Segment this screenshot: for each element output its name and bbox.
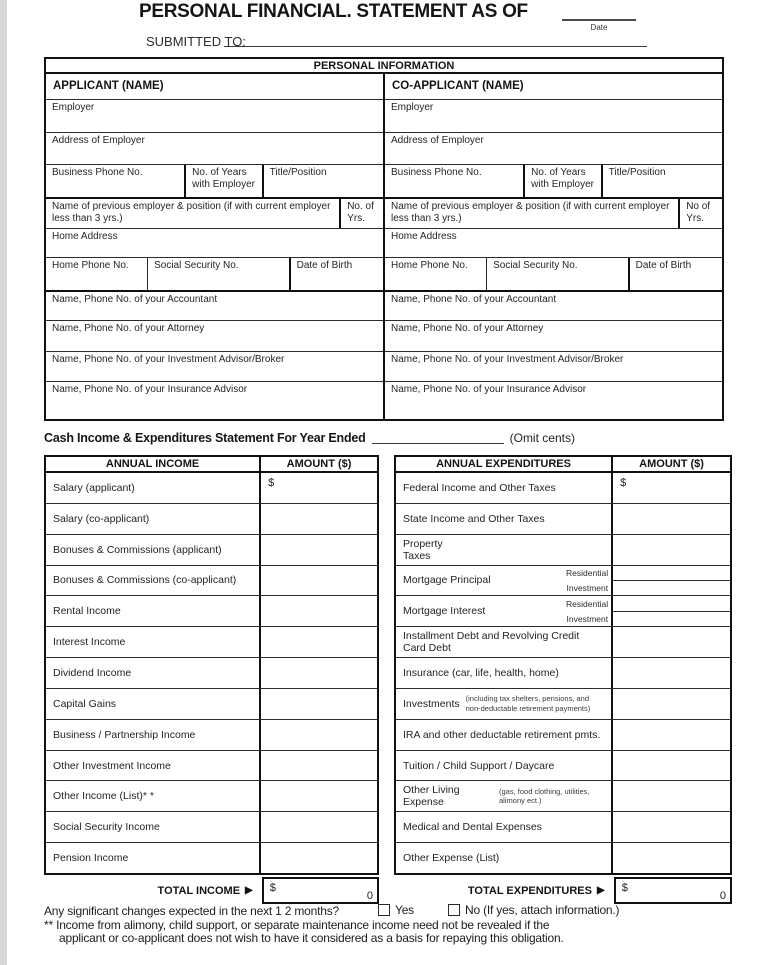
income-amount-cell[interactable] bbox=[261, 627, 377, 657]
total-expenditures-label: TOTAL EXPENDITURES bbox=[467, 884, 592, 897]
income-row: Social Security Income bbox=[46, 811, 377, 842]
income-amount-cell[interactable] bbox=[261, 720, 377, 750]
field-home-phone-applicant[interactable]: Home Phone No. bbox=[52, 260, 129, 271]
income-row: Bonuses & Commissions (co-applicant) bbox=[46, 565, 377, 596]
field-employer-applicant[interactable]: Employer bbox=[46, 99, 383, 132]
no-checkbox[interactable] bbox=[448, 904, 460, 916]
total-income-value: 0 bbox=[366, 890, 373, 902]
expenditure-amount-cell[interactable]: $ bbox=[620, 477, 627, 489]
field-co-applicant-name[interactable] bbox=[385, 74, 722, 99]
field-years-with-employer-coapplicant[interactable]: No. of Years with Employer bbox=[523, 165, 601, 197]
field-home-address-coapplicant[interactable]: Home Address bbox=[385, 228, 722, 257]
total-expenditures-box[interactable]: $ 0 bbox=[614, 877, 732, 904]
income-amount-cell[interactable] bbox=[261, 751, 377, 781]
income-row: Other Income (List)* * bbox=[46, 780, 377, 811]
expenditure-amount-cell[interactable] bbox=[613, 596, 730, 610]
total-expenditures-value: 0 bbox=[719, 890, 726, 902]
expenditure-row: Federal Income and Other Taxes $ bbox=[396, 473, 730, 503]
expenditure-amount-cell[interactable] bbox=[613, 580, 730, 595]
personal-information-table bbox=[44, 57, 724, 421]
field-attorney-coapplicant[interactable]: Name, Phone No. of your Attorney bbox=[385, 320, 722, 351]
income-amount-header: AMOUNT ($) bbox=[286, 458, 352, 470]
expenditure-amount-cell[interactable] bbox=[613, 611, 730, 626]
expenditures-amount-header: AMOUNT ($) bbox=[639, 458, 704, 470]
income-row: Salary (applicant) $ bbox=[46, 473, 377, 503]
income-amount-cell[interactable] bbox=[261, 535, 377, 565]
scan-edge bbox=[0, 0, 7, 965]
field-employer-address-applicant[interactable]: Address of Employer bbox=[46, 132, 383, 164]
expenditure-amount-cell[interactable] bbox=[613, 566, 730, 580]
income-row: Dividend Income bbox=[46, 657, 377, 688]
expenditure-amount-cell[interactable] bbox=[613, 535, 730, 565]
page-title: PERSONAL FINANCIAL. STATEMENT AS OF bbox=[139, 1, 528, 22]
annual-income-table bbox=[44, 455, 379, 875]
expenditure-amount-cell[interactable] bbox=[613, 658, 730, 688]
expenditure-row: Mortgage Interest Residential Investment bbox=[396, 595, 730, 626]
income-row: Other Investment Income bbox=[46, 750, 377, 781]
other-living-expense-note: (gas, food clothing, utilities, alimony ect.) bbox=[499, 786, 590, 806]
income-amount-cell[interactable]: $ bbox=[268, 477, 275, 489]
income-amount-cell[interactable] bbox=[261, 689, 377, 719]
income-amount-cell[interactable] bbox=[261, 566, 377, 596]
field-social-security-coapplicant[interactable]: Social Security No. bbox=[486, 258, 628, 290]
income-row: Capital Gains bbox=[46, 688, 377, 719]
annual-expenditures-table bbox=[394, 455, 732, 875]
no-label: No (If yes, attach information.) bbox=[465, 903, 620, 917]
field-home-phone-coapplicant[interactable]: Home Phone No. bbox=[391, 260, 468, 271]
field-no-of-years-applicant[interactable]: No. of Yrs. bbox=[339, 199, 383, 228]
expenditure-row: Other Expense (List) bbox=[396, 842, 730, 873]
footer-question: Any significant changes expected in the next 1 2 months? bbox=[44, 904, 339, 918]
cash-statement-title: Cash Income & Expenditures Statement For Year Ended bbox=[44, 431, 366, 445]
expenditure-amount-cell[interactable] bbox=[613, 689, 730, 719]
income-amount-cell[interactable] bbox=[261, 781, 377, 811]
co-applicant-name-header: CO-APPLICANT (NAME) bbox=[392, 80, 524, 92]
date-caption: Date bbox=[590, 23, 608, 32]
expenditure-row: State Income and Other Taxes bbox=[396, 503, 730, 534]
submitted-to-line[interactable] bbox=[224, 34, 647, 47]
field-title-position-coapplicant[interactable]: Title/Position bbox=[601, 165, 722, 197]
omit-cents-label: (Omit cents) bbox=[509, 431, 575, 445]
expenditure-row: Investments (including tax shelters, pensions, and non-deductable retirement payments) bbox=[396, 688, 730, 719]
field-applicant-name[interactable] bbox=[46, 74, 383, 99]
applicant-name-header: APPLICANT (NAME) bbox=[53, 80, 164, 92]
expenditure-row: Other Living Expense (gas, food clothing, utilities, alimony ect.) bbox=[396, 780, 730, 811]
footnote-line-2: applicant or co-applicant does not wish to have it considered as a basis for repaying this obligation. bbox=[59, 931, 564, 945]
field-no-of-years-coapplicant[interactable]: No of Yrs. bbox=[678, 199, 722, 228]
field-business-phone-applicant[interactable]: Business Phone No. bbox=[52, 167, 143, 178]
right-arrow-icon: ▶ bbox=[596, 884, 605, 896]
income-amount-cell[interactable] bbox=[261, 843, 377, 873]
right-arrow-icon: ▶ bbox=[245, 884, 253, 896]
field-investment-advisor-applicant[interactable]: Name, Phone No. of your Investment Advisor/Broker bbox=[46, 351, 383, 381]
expenditure-row: Property Taxes bbox=[396, 534, 730, 565]
personal-information-header: PERSONAL INFORMATION bbox=[44, 57, 724, 74]
date-blank-line[interactable] bbox=[562, 6, 636, 21]
footnote-line-1: ** Income from alimony, child support, or separate maintenance income need not be revealed if the bbox=[44, 918, 550, 932]
expenditure-amount-cell[interactable] bbox=[613, 504, 730, 534]
expenditure-row: Installment Debt and Revolving Credit Card Debt bbox=[396, 626, 730, 657]
field-insurance-advisor-applicant[interactable]: Name, Phone No. of your Insurance Advisor bbox=[46, 381, 383, 419]
field-accountant-applicant[interactable]: Name, Phone No. of your Accountant bbox=[46, 290, 383, 320]
field-home-address-applicant[interactable]: Home Address bbox=[46, 228, 383, 257]
co-applicant-column bbox=[385, 74, 722, 419]
yes-checkbox[interactable] bbox=[378, 904, 390, 916]
expenditure-amount-cell[interactable] bbox=[613, 720, 730, 750]
field-previous-employer-applicant[interactable]: Name of previous employer & position (if with current employer less than 3 yrs.) bbox=[52, 201, 331, 224]
investments-note: (including tax shelters, pensions, and non-deductable retirement payments) bbox=[465, 694, 591, 713]
field-date-of-birth-coapplicant[interactable]: Date of Birth bbox=[628, 258, 722, 290]
field-previous-employer-coapplicant[interactable]: Name of previous employer & position (if with current employer less than 3 yrs.) bbox=[391, 201, 670, 224]
field-social-security-applicant[interactable]: Social Security No. bbox=[147, 258, 289, 290]
income-row: Interest Income bbox=[46, 626, 377, 657]
income-row: Salary (co-applicant) bbox=[46, 503, 377, 534]
field-business-phone-coapplicant[interactable]: Business Phone No. bbox=[391, 167, 482, 178]
income-row: Bonuses & Commissions (applicant) bbox=[46, 534, 377, 565]
field-accountant-coapplicant[interactable]: Name, Phone No. of your Accountant bbox=[385, 290, 722, 320]
income-amount-cell[interactable] bbox=[261, 504, 377, 534]
expenditure-row: Medical and Dental Expenses bbox=[396, 811, 730, 842]
field-insurance-advisor-coapplicant[interactable]: Name, Phone No. of your Insurance Advisor bbox=[385, 381, 722, 419]
field-investment-advisor-coapplicant[interactable]: Name, Phone No. of your Investment Advisor/Broker bbox=[385, 351, 722, 381]
yes-label: Yes bbox=[395, 903, 414, 917]
expenditure-amount-cell[interactable] bbox=[613, 812, 730, 842]
expenditure-row: Insurance (car, life, health, home) bbox=[396, 657, 730, 688]
income-amount-cell[interactable] bbox=[261, 596, 377, 626]
income-row: Business / Partnership Income bbox=[46, 719, 377, 750]
expenditure-amount-cell[interactable] bbox=[613, 781, 730, 811]
expenditure-amount-cell[interactable] bbox=[613, 627, 730, 657]
expenditure-amount-cell[interactable] bbox=[613, 843, 730, 873]
field-years-with-employer-applicant[interactable]: No. of Years with Employer bbox=[184, 165, 262, 197]
expenditure-row: IRA and other deductable retirement pmts. bbox=[396, 719, 730, 750]
total-expenditures-row bbox=[394, 877, 732, 904]
income-column-header: ANNUAL INCOME bbox=[46, 457, 261, 471]
income-amount-cell[interactable] bbox=[261, 812, 377, 842]
submitted-to-label: SUBMITTED TO: bbox=[146, 34, 246, 49]
year-ended-line[interactable] bbox=[372, 432, 504, 444]
income-row: Pension Income bbox=[46, 842, 377, 873]
total-income-row bbox=[44, 877, 379, 904]
field-date-of-birth-applicant[interactable]: Date of Birth bbox=[289, 258, 383, 290]
expenditure-row: Mortgage Principal Residential Investment bbox=[396, 565, 730, 596]
expenditure-row: Tuition / Child Support / Daycare bbox=[396, 750, 730, 781]
field-title-position-applicant[interactable]: Title/Position bbox=[262, 165, 383, 197]
income-row: Rental Income bbox=[46, 595, 377, 626]
income-amount-cell[interactable] bbox=[261, 658, 377, 688]
expenditure-amount-cell[interactable] bbox=[613, 751, 730, 781]
field-employer-address-coapplicant[interactable]: Address of Employer bbox=[385, 132, 722, 164]
field-attorney-applicant[interactable]: Name, Phone No. of your Attorney bbox=[46, 320, 383, 351]
expenditures-column-header: ANNUAL EXPENDITURES bbox=[396, 457, 613, 471]
mortgage-interest-sub-labels: Residential Investment bbox=[566, 598, 609, 624]
mortgage-principal-sub-labels: Residential Investment bbox=[566, 567, 609, 593]
total-income-box[interactable]: $ 0 bbox=[262, 877, 379, 904]
footer-question-row bbox=[44, 904, 734, 918]
total-income-label: TOTAL INCOME bbox=[157, 884, 241, 897]
applicant-column bbox=[46, 74, 385, 419]
field-employer-coapplicant[interactable]: Employer bbox=[385, 99, 722, 132]
